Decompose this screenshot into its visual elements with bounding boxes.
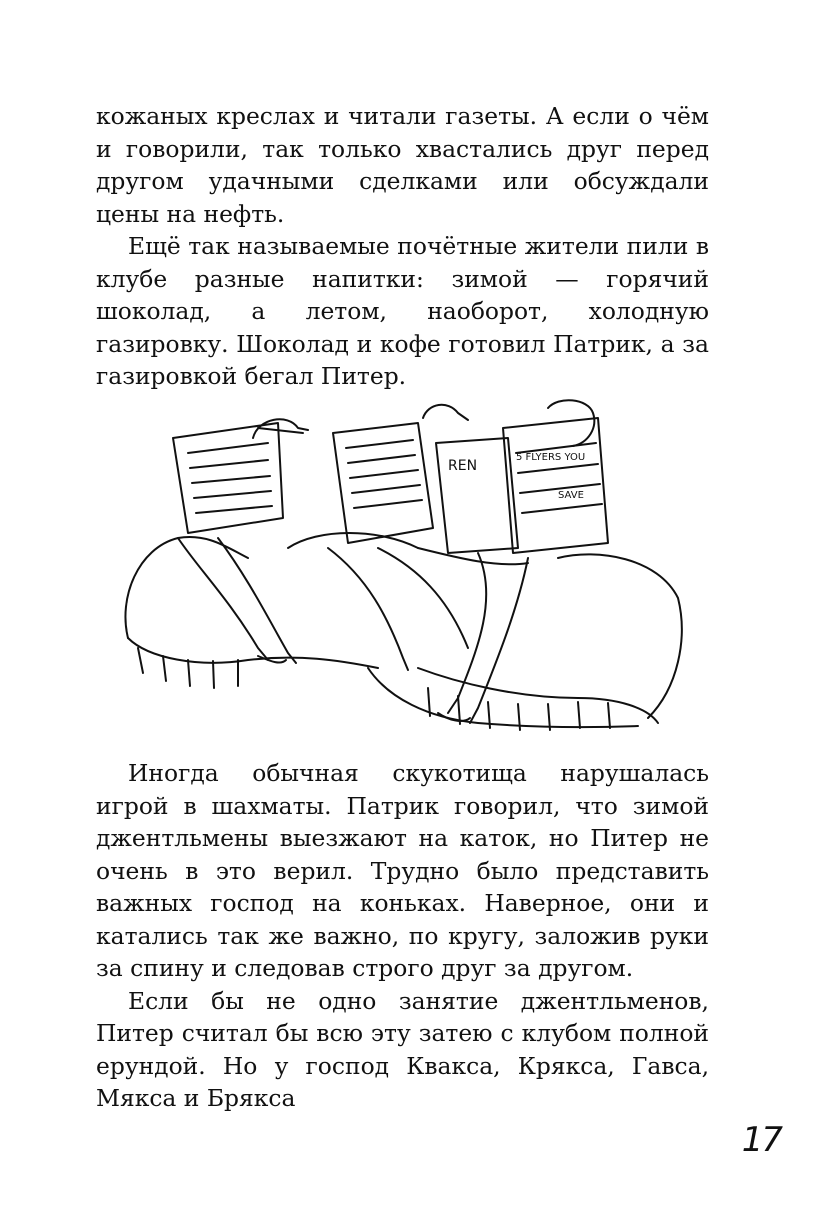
page-number: 17 [741,1120,781,1160]
newspaper-text: REN [448,458,478,474]
bottom-text-block [96,757,709,1115]
gentlemen-sketch [118,398,688,733]
paragraph: Ещё так называемые почётные жители пили в клубе разные напитки: зимой — горячий шоколад, а летом, наоборот, холодную газировку. Шоколад и кофе готовил Патрик, а за газировкой бегал Питер. [96,232,709,390]
paragraph: Если бы не одно занятие джентльменов, Питер считал бы всю эту затею с клубом полной ерундой. Но у господ Квакса, Крякса, Гавса, Мякса и Брякса [96,986,709,1112]
illustration-gentlemen-reading-newspapers [118,398,688,733]
paragraph: Иногда обычная скукотища нарушалась игрой в шахматы. Патрик говорил, что зимой джентльмены выезжают на каток, но Питер не очень в это верил. Трудно было представить важных господ на коньках. Наверное, они и катались так же важно, по кругу, заложив руки за спину и следовав строго друг за другом. [96,759,709,982]
newspaper-text: SAVE [558,490,584,501]
newspaper-text: 5 FLYERS YOU [516,452,586,463]
top-text-block [96,100,709,393]
paragraph: кожаных креслах и читали газеты. А если о чём и говорили, так только хвастались друг перед другом удачными сделками или обсуждали цены на нефть. [96,102,709,228]
